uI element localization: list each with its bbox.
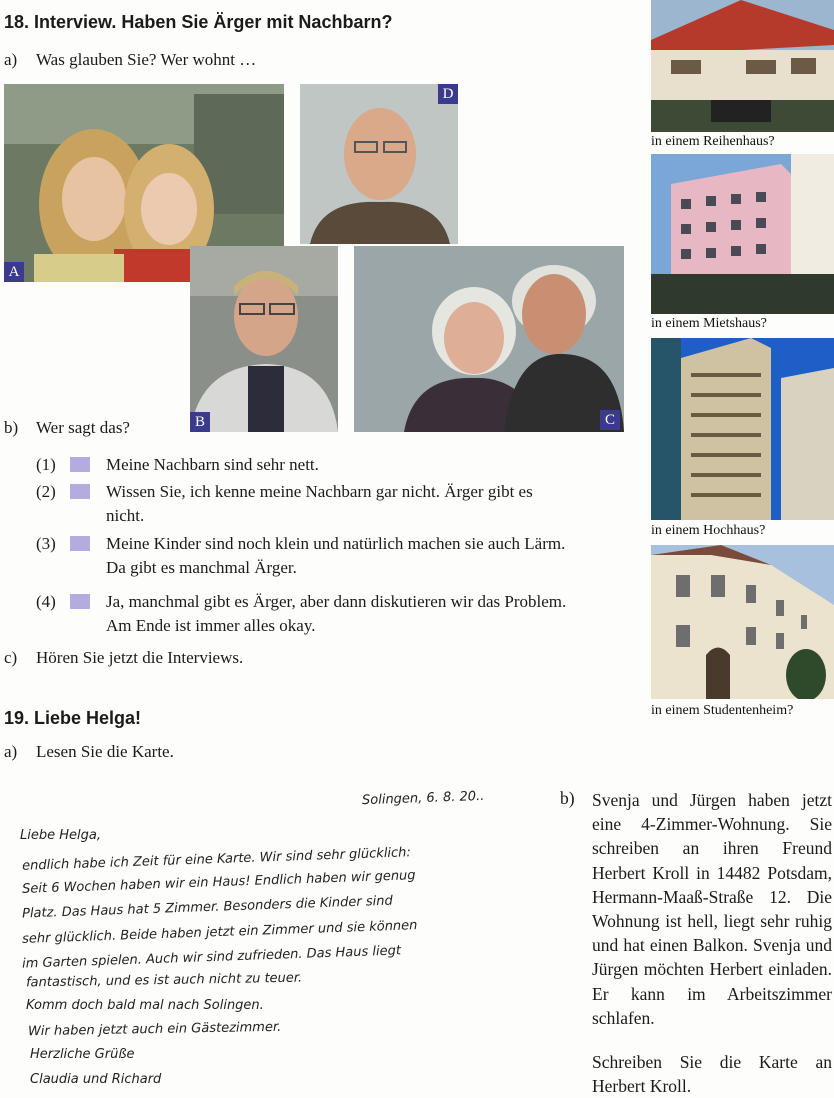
card-line: im Garten spielen. Auch wir sind zufrieden. Das Haus liegt xyxy=(21,943,402,972)
answer-box[interactable] xyxy=(70,457,90,472)
photo-mietshaus xyxy=(651,154,834,314)
card-line: endlich habe ich Zeit für eine Karte. Wir sind sehr glücklich: xyxy=(21,845,412,874)
photo-reihenhaus xyxy=(651,0,834,132)
card-line: Seit 6 Wochen haben wir ein Haus! Endlich haben wir genug xyxy=(21,868,416,897)
card-date: Solingen, 6. 8. 20.. xyxy=(361,788,485,809)
ex19-b-task: Schreiben Sie die Karte an Herbert Kroll. xyxy=(592,1052,832,1097)
statement-text: Meine Nachbarn sind sehr nett. xyxy=(106,455,319,474)
exercise-18-title: 18. Interview. Haben Sie Ärger mit Nachbarn? xyxy=(4,12,393,32)
card-line: sehr glücklich. Beide haben jetzt ein Zimmer und sie können xyxy=(21,918,418,947)
badge-a: A xyxy=(4,262,24,282)
caption-reihenhaus: in einem Reihenhaus? xyxy=(651,134,775,149)
statement-number: (3) xyxy=(36,534,56,553)
answer-box[interactable] xyxy=(70,594,90,609)
card-line: Liebe Helga, xyxy=(20,828,101,843)
caption-studentenheim: in einem Studentenheim? xyxy=(651,703,794,718)
photo-studentenheim xyxy=(651,545,834,699)
ex19-b-label: b) xyxy=(560,788,575,808)
card-signature: Claudia und Richard xyxy=(30,1072,162,1087)
card-closing: Herzliche Grüße xyxy=(30,1047,135,1062)
ex19-b-text: Svenja und Jürgen haben jetzt eine 4-Zimmer-Wohnung. Sie schreiben an ihren Freund Herbert Kroll in 14482 Potsdam, Hermann-Maaß-Straße 12. Die Wohnung ist hell, liegt sehr ruhig und hat einen Balkon. Svenja und Jürgen möchten Herbert einladen. Er kann im Arbeitszimmer schlafen. xyxy=(592,790,832,1028)
statement-number: (1) xyxy=(36,455,56,474)
card-line: Komm doch bald mal nach Solingen. xyxy=(26,998,264,1013)
caption-hochhaus: in einem Hochhaus? xyxy=(651,523,766,538)
ex18-c-text: Hören Sie jetzt die Interviews. xyxy=(36,648,244,667)
statement-text: Wissen Sie, ich kenne meine Nachbarn gar nicht. Ärger gibt es nicht. xyxy=(106,482,533,525)
statement-number: (4) xyxy=(36,592,56,611)
exercise-19-title: 19. Liebe Helga! xyxy=(4,708,142,728)
photo-d-man-glasses xyxy=(300,84,458,244)
photo-c-elderly-couple xyxy=(354,246,624,432)
ex19-a-text: Lesen Sie die Karte. xyxy=(36,742,174,761)
ex18-c-label: c) xyxy=(4,648,18,667)
photo-b-young-man xyxy=(190,246,338,432)
statement-text: Meine Kinder sind noch klein und natürlich machen sie auch Lärm. Da gibt es manchmal Ärger. xyxy=(106,534,566,577)
answer-box[interactable] xyxy=(70,484,90,499)
badge-c: C xyxy=(600,410,620,430)
answer-box[interactable] xyxy=(70,536,90,551)
ex18-b-text: Wer sagt das? xyxy=(36,418,130,437)
statement-text: Ja, manchmal gibt es Ärger, aber dann diskutieren wir das Problem. Am Ende ist immer alles okay. xyxy=(106,592,567,635)
ex19-a-label: a) xyxy=(4,742,18,761)
ex18-a-text: Was glauben Sie? Wer wohnt … xyxy=(36,50,257,69)
badge-d: D xyxy=(438,84,458,104)
card-line: Platz. Das Haus hat 5 Zimmer. Besonders die Kinder sind xyxy=(21,893,393,922)
photo-hochhaus xyxy=(651,338,834,520)
card-line: Wir haben jetzt auch ein Gästezimmer. xyxy=(27,1019,282,1040)
statement-number: (2) xyxy=(36,482,56,501)
ex18-b-label: b) xyxy=(4,418,19,437)
badge-b: B xyxy=(190,412,210,432)
card-line: fantastisch, und es ist auch nicht zu teuer. xyxy=(25,970,303,991)
caption-mietshaus: in einem Mietshaus? xyxy=(651,316,767,331)
ex18-a-label: a) xyxy=(4,50,18,69)
